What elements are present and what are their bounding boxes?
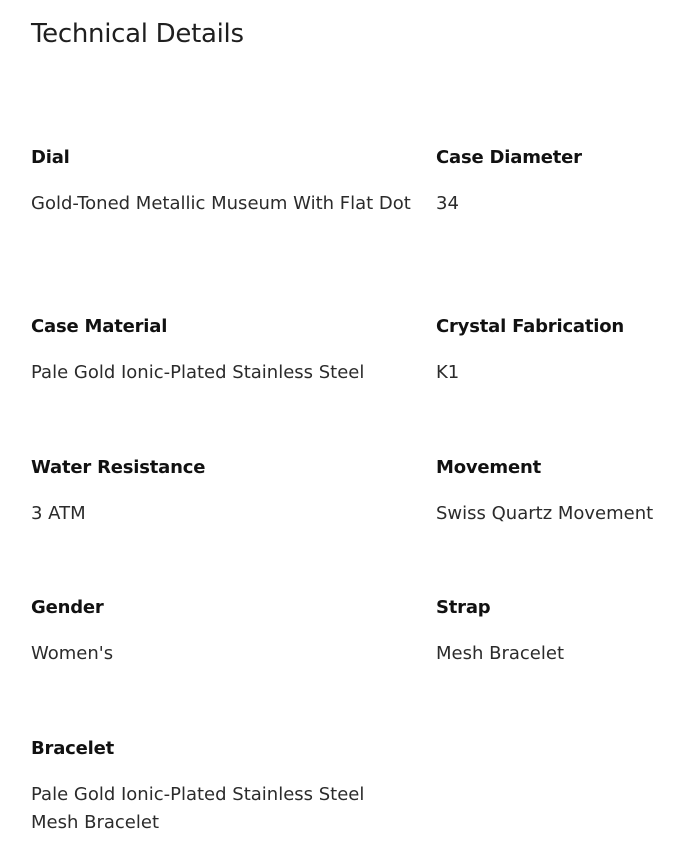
spec-label: Bracelet (31, 738, 115, 759)
spec-label: Gender (31, 597, 104, 618)
spec-dial (31, 146, 411, 218)
spec-water-resistance (31, 456, 411, 528)
spec-strap (436, 596, 686, 668)
spec-label: Crystal Fabrication (436, 316, 625, 337)
spec-value: Swiss Quartz Movement (436, 503, 654, 524)
spec-value: Pale Gold Ionic-Plated Stainless Steel Mesh Bracelet (31, 784, 365, 833)
spec-label: Dial (31, 147, 70, 168)
spec-label: Strap (436, 597, 491, 618)
spec-value: K1 (436, 362, 460, 383)
spec-bracelet (31, 737, 411, 837)
spec-case-diameter (436, 146, 686, 218)
spec-label: Case Material (31, 316, 168, 337)
spec-label: Movement (436, 457, 542, 478)
spec-case-material (31, 315, 411, 387)
spec-label: Water Resistance (31, 457, 206, 478)
spec-crystal-fabrication (436, 315, 686, 387)
spec-value: 34 (436, 193, 459, 214)
spec-value: 3 ATM (31, 503, 86, 524)
spec-gender (31, 596, 411, 668)
spec-value: Gold-Toned Metallic Museum With Flat Dot (31, 193, 411, 214)
section-title: Technical Details (31, 19, 244, 49)
spec-movement (436, 456, 686, 528)
spec-value: Mesh Bracelet (436, 643, 564, 664)
spec-label: Case Diameter (436, 147, 582, 168)
spec-value: Women's (31, 643, 114, 664)
spec-value: Pale Gold Ionic-Plated Stainless Steel (31, 362, 365, 383)
